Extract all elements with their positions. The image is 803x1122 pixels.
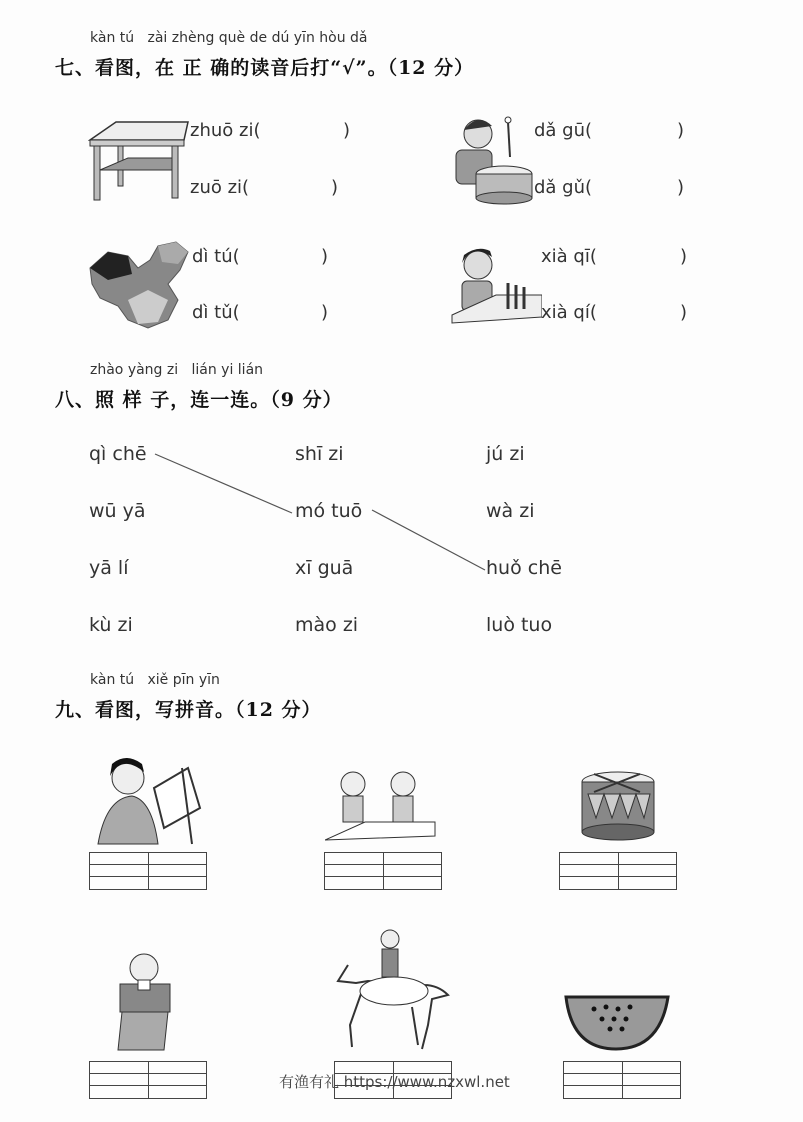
option-da-gu3[interactable]: dǎ gǔ( bbox=[534, 177, 593, 198]
option-xia-qi2[interactable]: xià qí( bbox=[541, 302, 597, 323]
pinyin-writing-grid[interactable] bbox=[324, 852, 442, 890]
match-word[interactable]: mó tuō bbox=[295, 500, 363, 522]
grandpa-drinking-tea-picture bbox=[110, 950, 180, 1060]
watermark: 有渔有礼 https://www.nzxwl.net bbox=[279, 1073, 510, 1091]
close-paren: ) bbox=[680, 302, 688, 323]
option-di-tu3[interactable]: dì tǔ( bbox=[192, 302, 240, 323]
match-word[interactable]: wū yā bbox=[89, 500, 146, 522]
match-word[interactable]: yā lí bbox=[89, 557, 129, 579]
match-word[interactable]: wà zi bbox=[486, 500, 535, 522]
close-paren: ) bbox=[321, 246, 329, 267]
close-paren: ) bbox=[321, 302, 329, 323]
option-zhuo-zi[interactable]: zhuō zi( bbox=[190, 120, 261, 141]
match-word[interactable]: jú zi bbox=[486, 443, 525, 465]
children-folding-paper-picture bbox=[325, 766, 437, 846]
section7-title: 七、看图，在 正 确的读音后打“√”。（12 分） bbox=[55, 57, 475, 79]
close-paren: ) bbox=[677, 120, 685, 141]
close-paren: ) bbox=[331, 177, 339, 198]
pinyin-writing-grid[interactable] bbox=[563, 1061, 681, 1099]
match-word[interactable]: qì chē bbox=[89, 443, 147, 465]
match-word[interactable]: shī zi bbox=[295, 443, 344, 465]
section9-title: 九、看图，写拼音。（12 分） bbox=[55, 699, 322, 721]
match-word[interactable]: luò tuo bbox=[486, 614, 553, 636]
close-paren: ) bbox=[677, 177, 685, 198]
section9-pinyin: kàn tú xiě pīn yīn bbox=[90, 672, 220, 688]
section8-title: 八、照 样 子，连一连。（9 分） bbox=[55, 389, 343, 411]
pinyin-writing-grid[interactable] bbox=[559, 852, 677, 890]
match-word[interactable]: xī guā bbox=[295, 557, 354, 579]
man-riding-horse-picture bbox=[328, 925, 458, 1053]
option-zuo-zi[interactable]: zuō zi( bbox=[190, 177, 250, 198]
close-paren: ) bbox=[680, 246, 688, 267]
watermelon-slice-picture bbox=[564, 995, 670, 1051]
option-di-tu2[interactable]: dì tú( bbox=[192, 246, 240, 267]
match-word[interactable]: kù zi bbox=[89, 614, 133, 636]
section7-pinyin: kàn tú zài zhèng què de dú yīn hòu dǎ bbox=[90, 30, 368, 46]
section8-pinyin: zhào yàng zi lián yi lián bbox=[90, 362, 264, 378]
option-da-gu1[interactable]: dǎ gū( bbox=[534, 120, 593, 141]
close-paren: ) bbox=[343, 120, 351, 141]
drum-picture bbox=[580, 770, 656, 842]
option-xia-qi1[interactable]: xià qī( bbox=[541, 246, 597, 267]
pinyin-writing-grid[interactable] bbox=[89, 852, 207, 890]
pinyin-writing-grid[interactable] bbox=[89, 1061, 207, 1099]
match-word[interactable]: mào zi bbox=[295, 614, 359, 636]
match-word[interactable]: huǒ chē bbox=[486, 557, 562, 579]
girl-painting-picture bbox=[92, 748, 202, 848]
